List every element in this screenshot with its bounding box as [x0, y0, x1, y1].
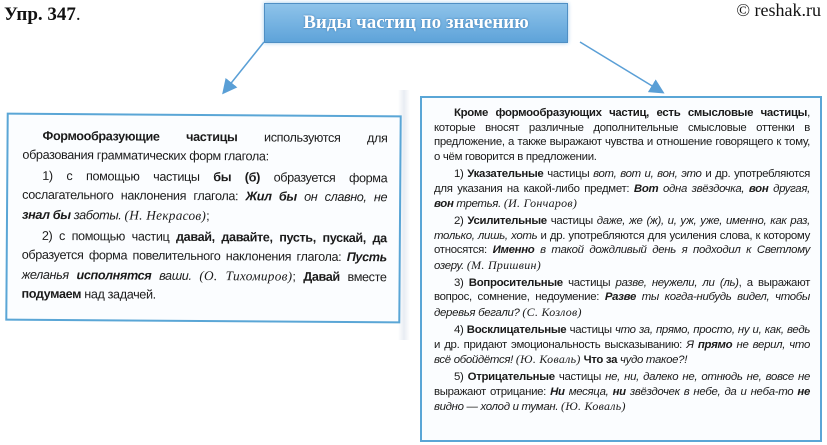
body-text: образуется форма повелительного наклонения глагола: [21, 247, 347, 265]
body-text: вместе [339, 269, 387, 285]
bold-example: Жил бы [245, 189, 297, 204]
example-text: в такой дождливый день я подходил к Светлому озеру. [434, 244, 810, 273]
body-text: 1) [454, 167, 468, 180]
bold-term: Формообразующие частицы [42, 128, 238, 145]
body-text: , а выражают вопрос, сомнение, недоумение: [434, 276, 810, 304]
bold-example: вон [748, 182, 769, 195]
banner-title: Виды частиц по значению [303, 12, 529, 33]
paragraph [434, 276, 810, 321]
example-text: ваши. [151, 268, 200, 283]
paragraph [434, 370, 810, 415]
body-text: , которые вносят различные дополнительные смысловые оттенки в предложение, а также выражают чувства и отношение говорящего к тому, о чём говорится в предложении. [434, 107, 810, 164]
bold-term: Что за [583, 354, 618, 367]
example-text: не, ни, далеко не, отнюдь не, вовсе не [605, 370, 810, 383]
author-citation: (О. Тихомиров) [199, 267, 293, 284]
paragraph [21, 227, 387, 307]
bold-example: не [797, 385, 810, 398]
bold-term: Указательные [467, 167, 544, 180]
body-text: над задачей. [81, 287, 156, 302]
bold-term: бы (б) [213, 170, 260, 185]
example-text: другая, [768, 182, 810, 195]
example-text: даже, же (ж), и, уж, уже, именно, как раз, только, лишь, хоть [434, 214, 810, 242]
example-text: не верил, что всё обойдётся! [434, 338, 810, 367]
example-text: третья. [453, 198, 504, 211]
body-text: выражают отрицание: [434, 385, 551, 398]
arrow-left-icon [224, 42, 264, 92]
example-text: ты когда-нибудь видел, чтобы деревья бегали? [434, 291, 810, 320]
bold-example: вон [434, 198, 454, 211]
body-text: 1) с помощью частицы [42, 168, 214, 185]
author-citation: (Ю. Коваль) [561, 399, 626, 414]
author-citation: (С. Козлов) [522, 305, 582, 320]
body-text: частицы [543, 167, 594, 180]
example-text: заботы. [70, 208, 125, 223]
example-text: желанья [21, 267, 77, 283]
semantic-particles-box [420, 96, 822, 442]
copyright-watermark: © reshak.ru [736, 0, 821, 20]
body-text: частицы [566, 323, 615, 336]
bold-term: Кроме формообразующих частиц, есть смысловые частицы [454, 107, 808, 119]
paragraph [434, 323, 810, 368]
bold-example: исполнятся [76, 268, 152, 283]
body-text: 4) [454, 323, 467, 336]
body-text: 5) [454, 370, 468, 383]
bold-example: прямо [697, 338, 733, 351]
paragraph [22, 127, 387, 168]
body-text: ; [292, 269, 304, 284]
author-citation: (Н. Некрасов) [124, 207, 207, 224]
formative-particles-box [5, 113, 401, 324]
body-text: частицы [546, 214, 597, 227]
body-text: ; [206, 209, 210, 224]
paragraph [434, 214, 810, 274]
exercise-dot: . [75, 4, 81, 25]
bold-example: Пусть [346, 250, 387, 265]
example-text: месяца, [564, 385, 613, 398]
body-text: 2) с помощью частиц [41, 228, 177, 244]
bold-example: ни [612, 385, 626, 398]
body-text: и др. употребляются для указания на какой-либо предмет: [434, 167, 810, 195]
body-text: используются для образования грамматических форм глагола: [22, 130, 388, 164]
bold-term: Усилительные [467, 214, 547, 227]
bold-term: подумаем [21, 286, 82, 302]
author-citation: (Ю. Коваль) [515, 352, 581, 367]
example-text: вот, вот и, вон, это [593, 167, 702, 180]
paragraph [434, 106, 810, 165]
example-text: чудо такое?! [617, 354, 688, 367]
author-citation: (И. Гончаров) [503, 196, 578, 211]
paragraph [22, 167, 387, 228]
example-text: что за, прямо, просто, ну и, как, ведь [615, 323, 811, 336]
bold-term: Отрицательные [467, 370, 555, 383]
bold-example: Вот [633, 182, 659, 195]
example-text: звёздочек в небе, да и неба-то [625, 385, 798, 398]
body-text: и др. придают эмоциональность высказыванию: [434, 338, 687, 351]
bold-example: знал бы [21, 207, 71, 223]
example-text: одна звёздочка, [658, 182, 749, 195]
example-text: видно — холод и туман. [434, 401, 562, 414]
body-text: 2) [454, 214, 468, 227]
example-text: он славно, не [296, 189, 388, 205]
arrow-right-icon [580, 42, 662, 92]
bold-term: давай, давайте, пусть, пускай, да [176, 229, 387, 246]
body-text: и др. употребляются для усиления слова, к которому относятся: [434, 229, 810, 257]
paragraph [434, 167, 810, 212]
body-text: 3) [454, 276, 469, 289]
exercise-label: Упр. 347 [4, 4, 76, 25]
example-text: разве, неужели, ли (ль) [615, 276, 739, 289]
body-text: частицы [554, 370, 606, 383]
example-text: Я [686, 338, 698, 351]
bold-term: Давай [303, 269, 340, 284]
bold-example: Ни [550, 385, 565, 398]
bold-term: Вопросительные [468, 276, 563, 289]
body-text: образуется форма сослагательного наклонения глагола: [22, 170, 388, 204]
bold-example: Именно [492, 244, 535, 257]
bold-term: Восклицательные [466, 323, 567, 336]
body-text: частицы [562, 276, 616, 289]
bold-example: Разве [604, 291, 636, 304]
author-citation: (М. Пришвин) [466, 258, 542, 273]
